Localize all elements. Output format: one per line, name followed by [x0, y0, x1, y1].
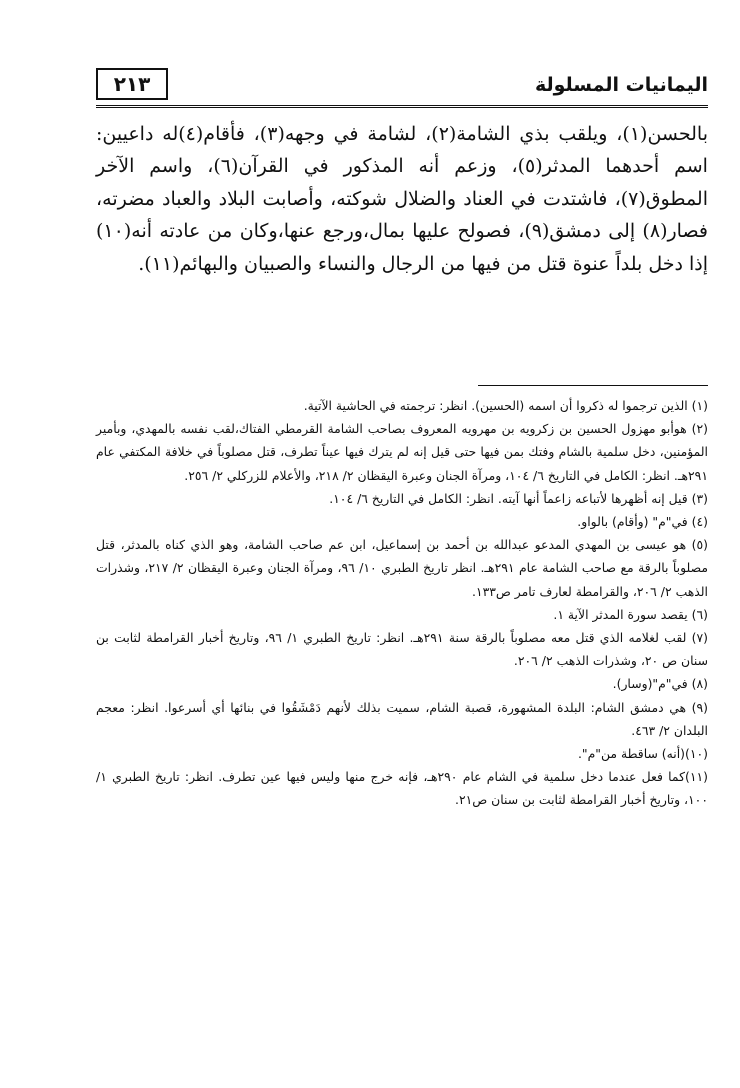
footnote-10: (١٠)(أنه) ساقطة من"م".: [577, 746, 708, 762]
footnote-4: (٤) في"م" (وأقام) بالواو.: [577, 514, 708, 530]
page-number: ٢١٣: [96, 68, 168, 100]
footnote-9: (٩) هي دمشق الشام: البلدة المشهورة، قصبة الشام، سميت بذلك لأنهم دَمْشَقُوا في بنائها أي أسرعوا. انظر: معجم البلدان ٢/ ٤٦٣.: [96, 699, 708, 738]
page-header: [96, 68, 708, 108]
body-paragraph: بالحسن(١)، ويلقب بذي الشامة(٢)، لشامة في وجهه(٣)، فأقام(٤)له داعيين: اسم أحدهما المدثر(٥)، وزعم أنه المذكور في القرآن(٦)، واسم الآخر المطوق(٧)، فاشتدت في العناد والضلال شوكته، وأصابت البلاد والعباد مضرته، فصار(٨) إلى دمشق(٩)، فصولح عليها بمال،ورجع عنها،وكان من عادته أنه(١٠) إذا دخل بلداً عنوة قتل من فيها من الرجال والنساء والصبيان والبهائم(١١).: [96, 123, 708, 275]
footnote-5: (٥) هو عيسى بن المهدي المدعو عبدالله بن أحمد بن إسماعيل، ابن عم صاحب الشامة، وهو الذي كناه بالمدثر، قتل مصلوباً بالرقة مع صاحب الشامة عام ٢٩١هـ. انظر تاريخ الطبري ١٠/ ٩٦، ومرآة الجنان وعبرة اليقظان ٢/ ٢١٧، وشذرات الذهب ٢/ ٢٠٦، والقرامطة لعارف تامر ص١٣٣.: [96, 537, 708, 599]
footnote-8: (٨) في"م"(وسار).: [612, 676, 708, 692]
footnote-2: (٢) هوأبو مهزول الحسين بن زكرويه بن مهرويه المعروف بصاحب الشامة القرمطي الفتاك،لقب نفسه بالمهدي، وبأمير المؤمنين، دخل سلمية بالشام وفتك بمن فيها حتى قيل إنه لم يترك فيها عيناً تطرف، قتل مصلوباً في خلافة المكتفي عام ٢٩١هـ. انظر: الكامل في التاريخ ٦/ ١٠٤، ومرآة الجنان وعبرة اليقظان ٢/ ٢١٨، والأعلام للزركلي ٢/ ٢٥٦.: [96, 421, 708, 483]
header-rule: [96, 105, 708, 108]
footnote-1: (١) الذين ترجموا له ذكروا أن اسمه (الحسين). انظر: ترجمته في الحاشية الآتية.: [303, 398, 708, 413]
footnote-6: (٦) يقصد سورة المدثر الآية ١.: [553, 606, 708, 622]
footnote-separator: [478, 385, 708, 386]
body-text: [96, 118, 708, 280]
running-title: اليمانيات المسلولة: [534, 74, 708, 96]
footnotes: [96, 394, 708, 812]
footnote-7: (٧) لقب لغلامه الذي قتل معه مصلوباً بالرقة سنة ٢٩١هـ. انظر: تاريخ الطبري ١/ ٩٦، وتاريخ أخبار القرامطة لثابت بن سنان ص ٢٠، وشذرات الذهب ٢/ ٢٠٦.: [96, 630, 708, 669]
footnote-3: (٣) قيل إنه أظهرها لأتباعه زاعماً أنها آيته. انظر: الكامل في التاريخ ٦/ ١٠٤.: [329, 490, 708, 506]
footnote-11: (١١)كما فعل عندما دخل سلمية في الشام عام ٢٩٠هـ، فإنه خرج منها وليس فيها عين تطرف. انظر: تاريخ الطبري ١/ ١٠٠، وتاريخ أخبار القرامطة لثابت بن سنان ص٢١.: [96, 769, 708, 808]
